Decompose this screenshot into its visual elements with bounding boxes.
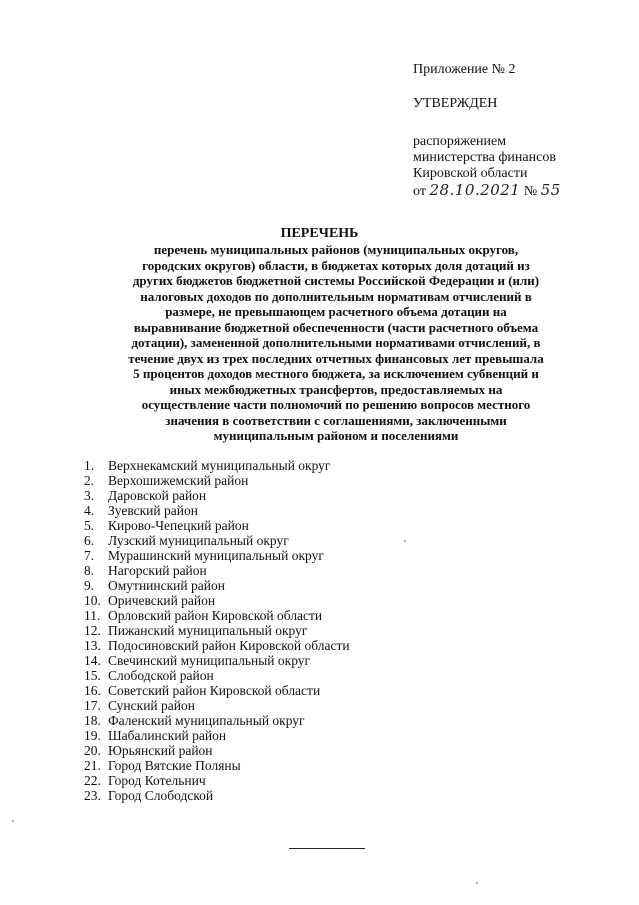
item-number: 16. (84, 683, 101, 698)
item-number: 18. (84, 713, 101, 728)
list-item (84, 743, 350, 758)
item-text: Город Вятские Поляны (108, 758, 241, 773)
subtitle-line: 5 процентов доходов местного бюджета, за исключением субвенций и (133, 366, 539, 381)
subtitle-line: перечень муниципальных районов (муниципальных округов, (153, 242, 519, 257)
item-text: Верхнекамский муниципальный округ (108, 458, 331, 473)
from-label: от (413, 184, 426, 199)
footer-divider (289, 848, 365, 849)
item-text: Город Котельнич (108, 773, 206, 788)
item-number: 14. (84, 653, 101, 668)
appendix-label: Приложение № 2 (413, 62, 516, 77)
subtitle-line: значения в соответствии с соглашениями, заключенными (165, 412, 507, 428)
list-item (84, 623, 350, 638)
list-item (84, 518, 350, 533)
item-number: 13. (84, 638, 101, 653)
item-number: 6. (84, 533, 95, 548)
list-item (84, 488, 350, 503)
scan-speck (12, 820, 14, 822)
item-number: 23. (84, 788, 101, 803)
list-item (84, 608, 350, 623)
item-text: Город Слободской (108, 788, 214, 803)
list-item (84, 458, 350, 473)
item-text: Кирово-Чепецкий район (108, 518, 249, 533)
list-item (84, 533, 350, 548)
item-text: Омутнинский район (108, 578, 225, 593)
approval-header (0, 0, 639, 200)
document-title: ПЕРЕЧЕНЬ (280, 226, 359, 241)
item-text: Зуевский район (108, 503, 198, 518)
item-text: Шабалинский район (108, 728, 227, 743)
subtitle-line: размере, не превышающем расчетного объема дотации на (165, 304, 507, 319)
item-text: Даровской район (108, 488, 207, 503)
subtitle-line: других бюджетов бюджетной системы Российской Федерации и (или) (132, 273, 540, 288)
item-text: Юрьянский район (108, 743, 213, 758)
subtitle-line: городских округов) области, в бюджетах которых доля дотаций из (142, 257, 530, 273)
list-item (84, 653, 350, 668)
item-text: Лузский муниципальный округ (108, 533, 289, 548)
item-number: 7. (84, 548, 95, 563)
list-item (84, 473, 350, 488)
list-item (84, 668, 350, 683)
approval-line-3: Кировской области (413, 166, 528, 181)
item-text: Советский район Кировской области (108, 683, 321, 698)
handwritten-date: 28.10.2021 (429, 181, 521, 199)
list-item (84, 548, 350, 563)
item-number: 17. (84, 698, 101, 713)
item-number: 12. (84, 623, 101, 638)
list-item (84, 773, 350, 788)
number-label: № (523, 184, 538, 199)
document-subtitle (96, 242, 576, 444)
item-text: Орловский район Кировской области (108, 608, 323, 623)
item-text: Верхошижемский район (108, 473, 249, 488)
list-item (84, 788, 350, 803)
item-number: 8. (84, 563, 95, 578)
subtitle-line: течение двух из трех последних отчетных финансовых лет превышала (128, 350, 544, 366)
item-number: 10. (84, 593, 101, 608)
item-number: 3. (84, 488, 95, 503)
item-number: 22. (84, 773, 101, 788)
item-text: Фаленский муниципальный округ (108, 713, 305, 728)
item-text: Мурашинский муниципальный округ (108, 548, 324, 563)
item-text: Нагорский район (108, 563, 207, 578)
approval-line-2: министерства финансов (413, 150, 556, 165)
approved-label: УТВЕРЖДЕН (413, 96, 498, 111)
item-text: Сунский район (108, 698, 195, 713)
approval-line-1: распоряжением (413, 134, 507, 149)
subtitle-line: муниципальным районом и поселениями (213, 428, 459, 443)
list-item (84, 638, 350, 653)
subtitle-line: дотации), замененной дополнительными нормативами отчислений, в (131, 335, 541, 350)
list-item (84, 593, 350, 608)
item-number: 1. (84, 458, 95, 473)
handwritten-number: 55 (540, 181, 561, 199)
list-item (84, 713, 350, 728)
municipality-list (84, 458, 350, 803)
item-number: 4. (84, 503, 95, 518)
item-number: 5. (84, 518, 95, 533)
item-text: Оричевский район (108, 593, 216, 608)
subtitle-line: осуществление части полномочий по решению вопросов местного (141, 397, 531, 412)
item-text: Свечинский муниципальный округ (108, 653, 311, 668)
list-item (84, 698, 350, 713)
item-number: 15. (84, 668, 101, 683)
item-text: Слободской район (108, 668, 214, 683)
item-number: 20. (84, 743, 101, 758)
item-number: 2. (84, 473, 95, 488)
subtitle-line: выравнивание бюджетной обеспеченности (части расчетного объема (133, 319, 539, 335)
item-number: 9. (84, 578, 95, 593)
item-text: Пижанский муниципальный округ (108, 623, 308, 638)
list-item (84, 578, 350, 593)
scan-speck (404, 540, 406, 542)
item-number: 11. (84, 608, 101, 623)
list-item (84, 563, 350, 578)
list-item (84, 683, 350, 698)
scan-speck (476, 882, 478, 884)
list-item (84, 503, 350, 518)
date-number-line (413, 182, 561, 200)
item-number: 19. (84, 728, 101, 743)
subtitle-line: иных межбюджетных трансфертов, предоставляемых на (169, 381, 503, 397)
list-item (84, 728, 350, 743)
subtitle-line: налоговых доходов по дополнительным нормативам отчислений в (140, 288, 532, 304)
item-text: Подосиновский район Кировской области (108, 638, 350, 653)
list-item (84, 758, 350, 773)
item-number: 21. (84, 758, 101, 773)
